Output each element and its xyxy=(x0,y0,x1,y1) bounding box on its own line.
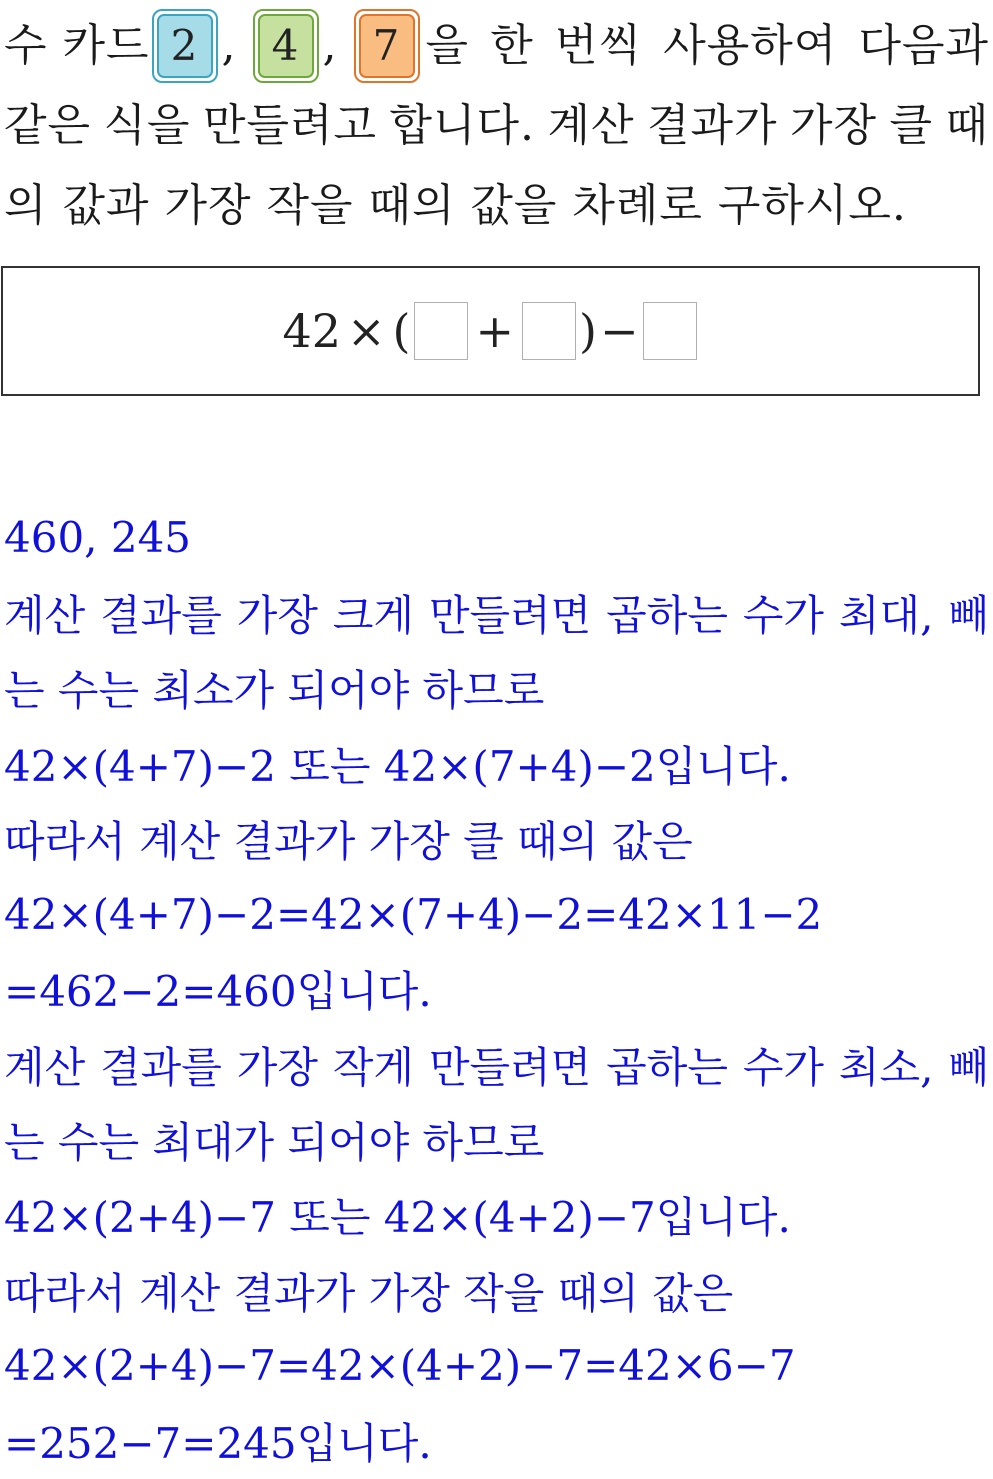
problem-text xyxy=(4,6,989,246)
number-card-7 xyxy=(354,9,420,83)
word: 최대, xyxy=(838,590,934,640)
word: 계산 xyxy=(4,1042,86,1092)
word: 차례로 xyxy=(572,180,703,231)
solution-line: =462−2=460입니다. xyxy=(4,967,432,1017)
word: 만들려고 xyxy=(203,100,378,151)
word: 만들려면 xyxy=(428,1042,592,1092)
word: 빼 xyxy=(948,590,989,640)
word: 작을 xyxy=(266,180,354,231)
word: 가장 xyxy=(164,180,252,231)
word: 계산 xyxy=(4,590,86,640)
word: 결과가 xyxy=(646,100,778,151)
formula-blank-1[interactable] xyxy=(414,302,468,360)
problem-line-1 xyxy=(4,6,989,86)
problem-line-3 xyxy=(4,166,989,246)
number-card-4-value: 4 xyxy=(258,14,314,78)
solution-line: 따라서 계산 결과가 가장 클 때의 값은 xyxy=(4,816,693,866)
solution-line xyxy=(4,1027,989,1102)
number-card-2-value: 2 xyxy=(157,14,213,78)
comma: , xyxy=(322,20,338,71)
word: 클 xyxy=(889,100,933,151)
formula-number: 42 xyxy=(282,304,341,358)
formula-blank-2[interactable] xyxy=(522,302,576,360)
word: 만들려면 xyxy=(428,590,592,640)
word: 빼 xyxy=(948,1042,989,1092)
solution-line: 따라서 계산 결과가 가장 작을 때의 값은 xyxy=(4,1268,734,1318)
formula-box xyxy=(1,266,980,396)
solution-line: 42×(4+7)−2 또는 42×(7+4)−2입니다. xyxy=(4,741,791,791)
word: 값과 xyxy=(62,180,150,231)
solution-line: 42×(2+4)−7 또는 42×(4+2)−7입니다. xyxy=(4,1193,791,1243)
problem-line3-text xyxy=(4,166,907,246)
word: 곱하는 xyxy=(606,590,728,640)
word: 가장 xyxy=(236,590,318,640)
word: 가장 xyxy=(236,1042,318,1092)
word: 작게 xyxy=(332,1042,414,1092)
word: 결과를 xyxy=(100,590,222,640)
word: 때의 xyxy=(368,180,456,231)
word: 값을 xyxy=(470,180,558,231)
word: 크게 xyxy=(332,590,414,640)
word: 같은 xyxy=(4,100,92,151)
formula-plus: + xyxy=(475,304,515,358)
number-card-7-value: 7 xyxy=(359,14,415,78)
problem-line1-prefix: 수 카드 xyxy=(4,20,150,71)
word: 을 xyxy=(425,20,470,71)
formula-left-paren: ( xyxy=(392,304,411,358)
word: 수가 xyxy=(742,590,824,640)
word: 가장 xyxy=(789,100,877,151)
solution-line: =252−7=245입니다. xyxy=(4,1419,432,1469)
comma: , xyxy=(221,20,237,71)
formula-blank-3[interactable] xyxy=(643,302,697,360)
problem-line1-suffix xyxy=(426,6,990,86)
problem-line-2 xyxy=(4,86,989,166)
word: 합니다. xyxy=(389,100,535,151)
word: 의 xyxy=(4,180,48,231)
solution-line: 42×(2+4)−7=42×(4+2)−7=42×6−7 xyxy=(4,1341,796,1391)
answer-line: 460, 245 xyxy=(4,513,192,563)
word: 사용하여 xyxy=(663,20,838,71)
solution-line xyxy=(4,575,989,650)
word: 한 xyxy=(490,20,534,71)
word: 결과를 xyxy=(100,1042,222,1092)
formula-times: × xyxy=(347,304,386,358)
problem-line2-text xyxy=(4,86,989,166)
solution-line: 42×(4+7)−2=42×(7+4)−2=42×11−2 xyxy=(4,889,823,939)
word: 구하시오. xyxy=(717,180,907,231)
formula-right-paren: ) xyxy=(579,304,597,358)
solution-line: 는 수는 최소가 되어야 하므로 xyxy=(4,666,545,716)
word: 식을 xyxy=(103,100,191,151)
number-card-2 xyxy=(152,9,218,83)
formula-minus: − xyxy=(600,304,639,358)
word: 때 xyxy=(945,100,989,151)
word: 다음과 xyxy=(858,20,989,71)
card-group xyxy=(150,6,422,86)
solution-line: 는 수는 최대가 되어야 하므로 xyxy=(4,1118,545,1168)
word: 번씩 xyxy=(554,20,642,71)
word: 최소, xyxy=(838,1042,934,1092)
number-card-4 xyxy=(253,9,319,83)
word: 수가 xyxy=(742,1042,824,1092)
word: 계산 xyxy=(547,100,635,151)
solution-text xyxy=(4,500,989,1479)
word: 곱하는 xyxy=(606,1042,728,1092)
